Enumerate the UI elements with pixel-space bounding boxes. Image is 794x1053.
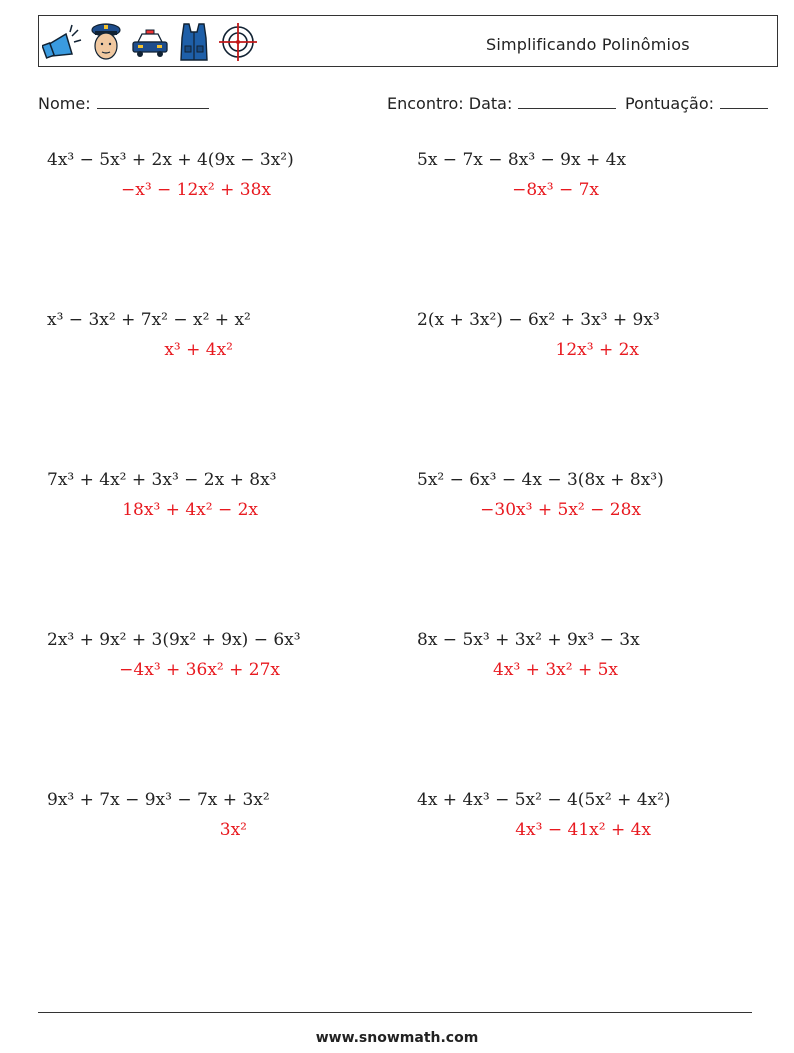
problem-10: 4x + 4x³ − 5x² − 4(5x² + 4x²) xyxy=(417,790,671,810)
problem-5: 7x³ + 4x² + 3x³ − 2x + 8x³ xyxy=(47,470,277,490)
problem-3: x³ − 3x² + 7x² − x² + x² xyxy=(47,310,251,330)
encounter-label: Encontro: Data: xyxy=(387,94,513,113)
encounter-field xyxy=(387,94,616,113)
name-blank xyxy=(97,94,209,109)
problem-7: 2x³ + 9x² + 3(9x² + 9x) − 6x³ xyxy=(47,630,301,650)
name-field xyxy=(38,94,209,113)
footer-divider xyxy=(38,1012,752,1013)
answer-10: 4x³ − 41x² + 4x xyxy=(515,820,651,840)
megaphone-icon xyxy=(42,20,82,64)
problem-1: 4x³ − 5x³ + 2x + 4(9x − 3x²) xyxy=(47,150,294,170)
problem-2: 5x − 7x − 8x³ − 9x + 4x xyxy=(417,150,627,170)
bulletproof-vest-icon xyxy=(174,20,214,64)
problem-4: 2(x + 3x²) − 6x² + 3x³ + 9x³ xyxy=(417,310,660,330)
answer-4: 12x³ + 2x xyxy=(555,340,639,360)
answer-1: −x³ − 12x² + 38x xyxy=(120,180,271,200)
answer-2: −8x³ − 7x xyxy=(512,180,599,200)
header-icons xyxy=(42,20,258,64)
problem-8: 8x − 5x³ + 3x² + 9x³ − 3x xyxy=(417,630,640,650)
problem-9: 9x³ + 7x − 9x³ − 7x + 3x² xyxy=(47,790,270,810)
answer-6: −30x³ + 5x² − 28x xyxy=(480,500,641,520)
police-officer-icon xyxy=(86,20,126,64)
police-car-icon xyxy=(130,20,170,64)
problem-6: 5x² − 6x³ − 4x − 3(8x + 8x³) xyxy=(417,470,664,490)
score-label: Pontuação: xyxy=(625,94,715,113)
answer-7: −4x³ + 36x² + 27x xyxy=(119,660,280,680)
name-label: Nome: xyxy=(38,94,91,113)
date-blank xyxy=(518,94,616,109)
footer-url: www.snowmath.com xyxy=(315,1030,479,1046)
worksheet-title: Simplificando Polinômios xyxy=(486,35,690,54)
crosshair-target-icon xyxy=(218,20,258,64)
answer-3: x³ + 4x² xyxy=(164,340,233,360)
answer-5: 18x³ + 4x² − 2x xyxy=(122,500,258,520)
answer-9: 3x² xyxy=(219,820,247,840)
score-field xyxy=(625,94,768,113)
score-blank xyxy=(720,94,768,109)
worksheet-header xyxy=(38,15,778,67)
answer-8: 4x³ + 3x² + 5x xyxy=(493,660,618,680)
